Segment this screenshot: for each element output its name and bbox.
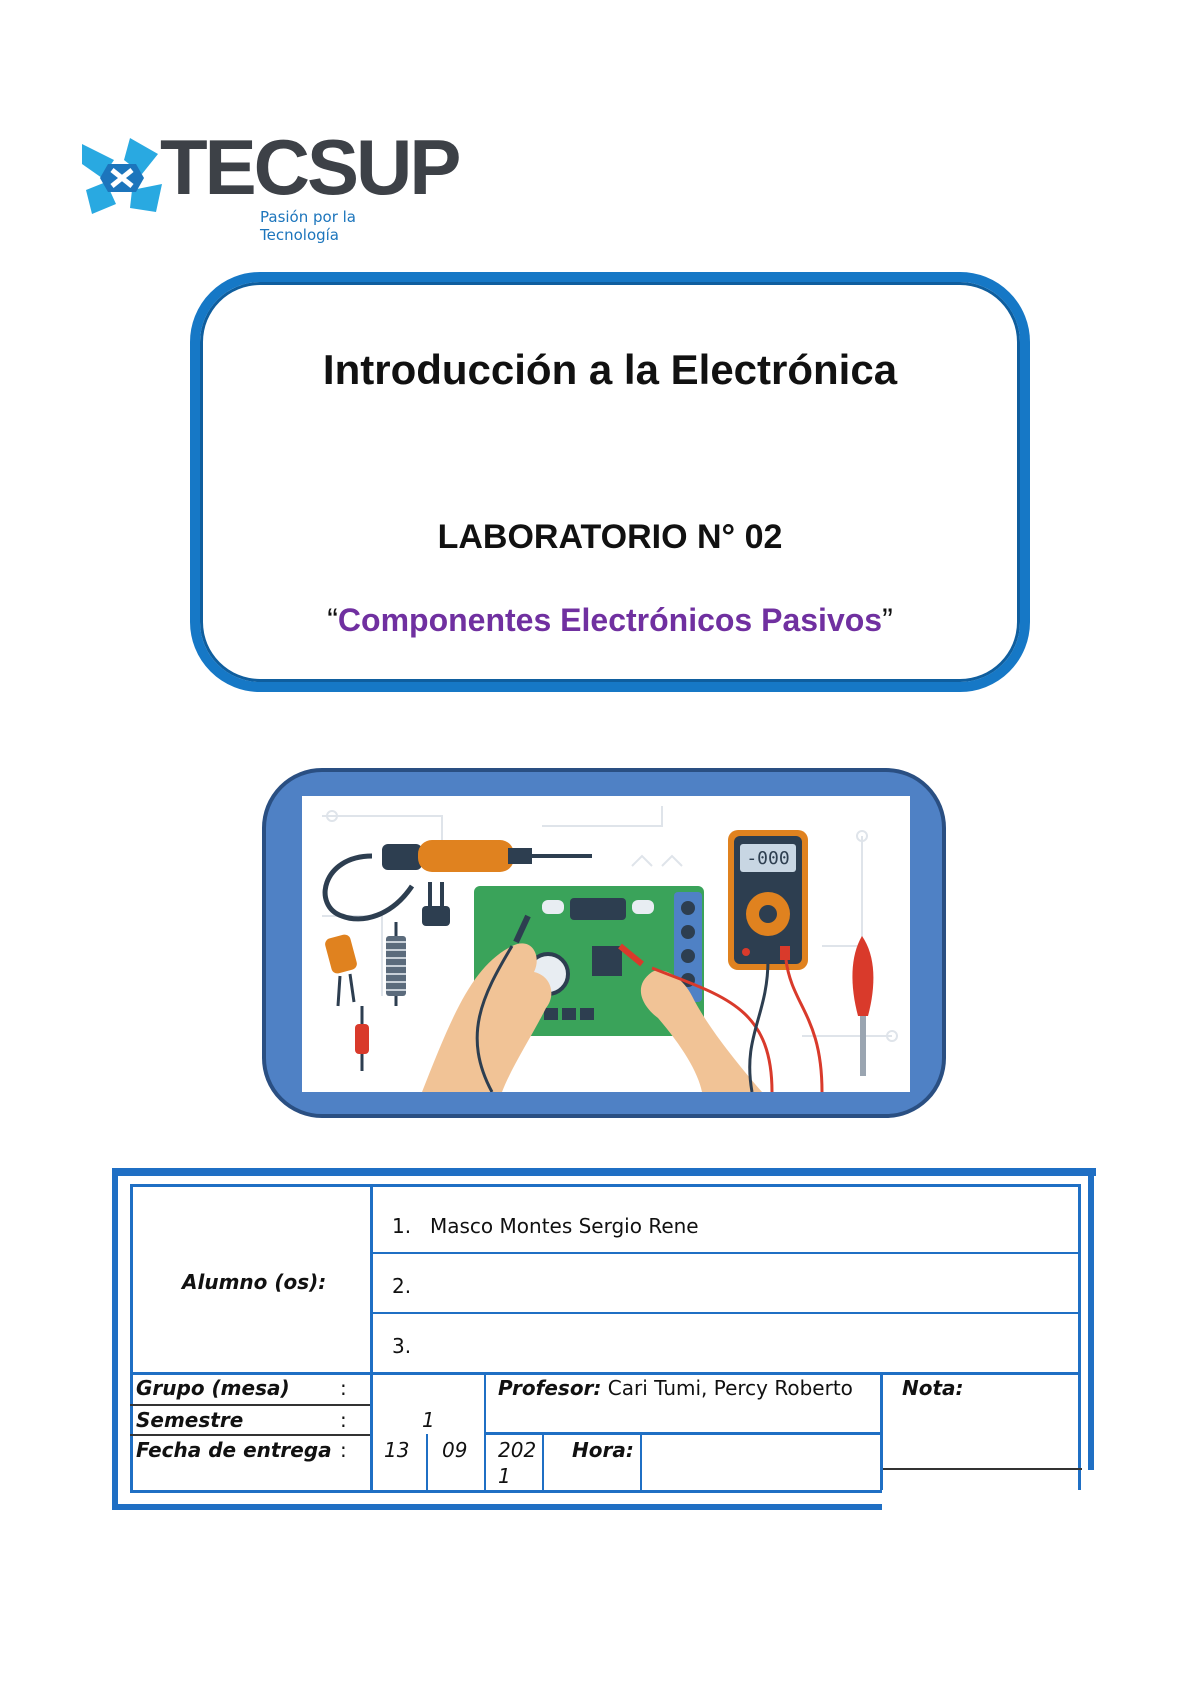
- tecsup-wordmark: TECSUP: [160, 123, 459, 211]
- multimeter-display: -000: [746, 848, 790, 869]
- table-divider: [542, 1434, 544, 1490]
- close-quote: ”: [882, 602, 893, 638]
- semester-colon: :: [340, 1408, 347, 1432]
- student-3-number: 3.: [392, 1334, 412, 1358]
- semester-value[interactable]: 1: [422, 1408, 435, 1432]
- table-border-line: [130, 1490, 882, 1493]
- student-1-number: 1.: [392, 1214, 412, 1238]
- student-info-table: [112, 1168, 1096, 1510]
- professor-name: Cari Tumi, Percy Roberto: [607, 1376, 853, 1400]
- date-label: Fecha de entrega: [136, 1438, 332, 1462]
- course-title: Introducción a la Electrónica: [322, 346, 898, 393]
- date-colon: :: [340, 1438, 347, 1462]
- table-divider: [370, 1184, 373, 1490]
- group-colon: :: [340, 1376, 347, 1400]
- multimeter-icon: [728, 830, 822, 1092]
- professor-label: Profesor:: [498, 1376, 602, 1400]
- grade-label: Nota:: [902, 1376, 964, 1400]
- table-border-line: [112, 1504, 882, 1510]
- lab-title: LABORATORIO N° 02: [437, 518, 783, 556]
- screwdriver-icon: [852, 936, 873, 1076]
- date-year-line2[interactable]: 1: [498, 1464, 511, 1488]
- table-divider: [640, 1434, 642, 1490]
- electronics-illustration: [302, 796, 910, 1092]
- subtitle-text: Componentes Electrónicos Pasivos: [337, 602, 883, 638]
- student-2-number: 2.: [392, 1274, 412, 1298]
- professor-cell: [498, 1376, 853, 1400]
- student-1-name[interactable]: Masco Montes Sergio Rene: [430, 1214, 699, 1238]
- table-divider: [484, 1432, 882, 1435]
- students-label: Alumno (os):: [182, 1270, 327, 1294]
- table-divider: [484, 1372, 486, 1490]
- table-border-line: [882, 1468, 1082, 1470]
- table-divider: [370, 1312, 1080, 1314]
- table-divider: [130, 1434, 370, 1436]
- inductor-icon: [386, 922, 406, 1006]
- group-label: Grupo (mesa): [136, 1376, 290, 1400]
- title-box: [190, 272, 1030, 692]
- table-border-line: [1078, 1184, 1081, 1490]
- lab-subtitle: [200, 602, 1020, 639]
- illustration-frame: [262, 768, 946, 1118]
- tecsup-logo: [72, 123, 459, 244]
- date-month[interactable]: 09: [442, 1438, 468, 1462]
- semester-label: Semestre: [136, 1408, 244, 1432]
- electronics-workbench-image: [302, 796, 910, 1092]
- tecsup-logo-mark-icon: [72, 134, 172, 222]
- time-label: Hora:: [572, 1438, 634, 1462]
- table-divider: [130, 1404, 370, 1406]
- table-divider: [370, 1252, 1080, 1254]
- date-year-line1[interactable]: 202: [498, 1438, 537, 1462]
- tecsup-tagline: Pasión por la Tecnología: [260, 208, 356, 244]
- table-divider: [880, 1372, 883, 1490]
- date-day[interactable]: 13: [384, 1438, 410, 1462]
- open-quote: “: [327, 602, 338, 638]
- table-divider: [130, 1372, 1080, 1375]
- capacitor-icon: [324, 933, 358, 1006]
- table-divider: [426, 1434, 428, 1490]
- resistor-icon: [355, 1006, 369, 1071]
- table-border-line: [1088, 1168, 1094, 1470]
